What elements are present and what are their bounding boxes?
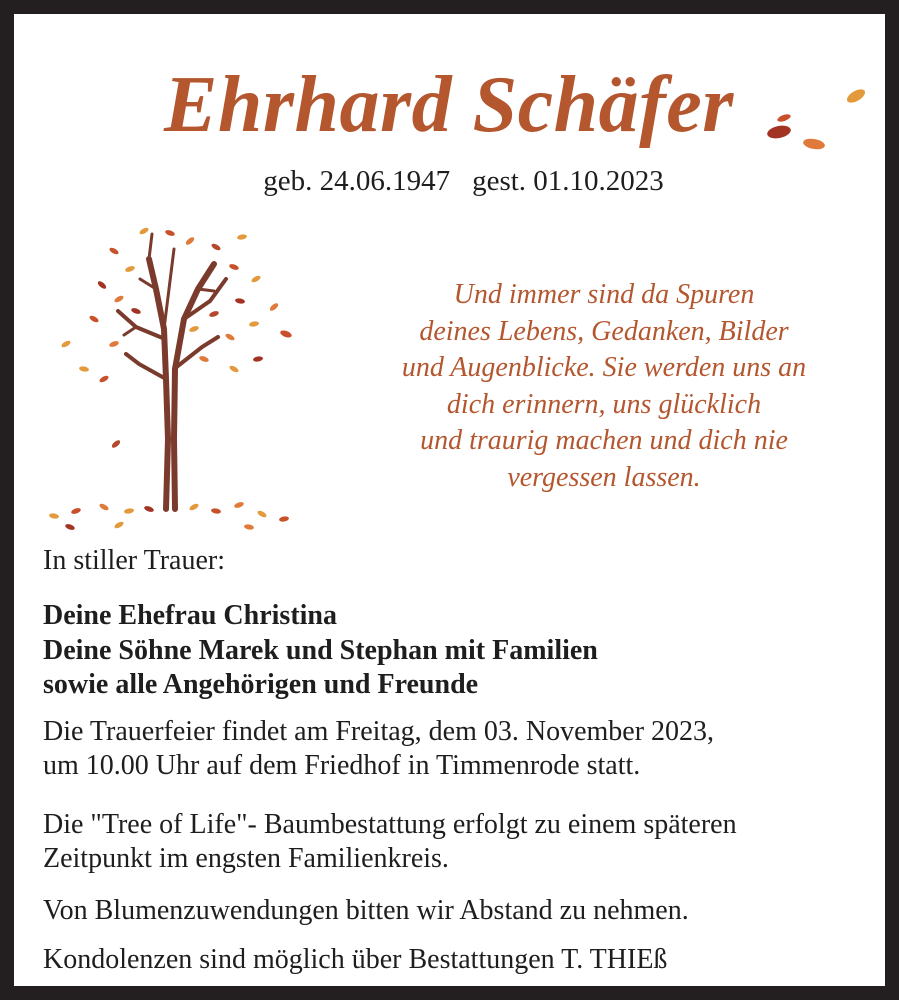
mourners-list xyxy=(43,599,598,703)
birth-date: geb. 24.06.1947 xyxy=(263,165,451,197)
life-dates xyxy=(14,164,899,198)
poem-line: dich erinnern, uns glücklich xyxy=(446,388,762,420)
mourner-line: Deine Ehefrau Christina xyxy=(43,600,337,631)
ceremony-info xyxy=(43,715,714,783)
burial-info xyxy=(43,808,737,876)
mourning-intro: In stiller Trauer: xyxy=(43,545,225,576)
poem-line: und traurig machen und dich nie xyxy=(420,425,788,456)
death-date: gest. 01.10.2023 xyxy=(472,165,664,197)
mourner-line: sowie alle Angehörigen und Freunde xyxy=(43,669,479,700)
autumn-tree-icon xyxy=(44,219,314,539)
deceased-name: Ehrhard Schäfer xyxy=(164,61,734,149)
condolences-note: Kondolenzen sind möglich über Bestattungen T. THIEß xyxy=(43,944,668,975)
poem-line: deines Lebens, Gedanken, Bilder xyxy=(419,315,789,347)
ceremony-line: um 10.00 Uhr auf dem Friedhof in Timmenrode statt. xyxy=(43,750,641,781)
flowers-note: Von Blumenzuwendungen bitten wir Abstand zu nehmen. xyxy=(43,895,689,926)
ceremony-line: Die Trauerfeier findet am Freitag, dem 03. November 2023, xyxy=(43,716,715,747)
mourner-line: Deine Söhne Marek und Stephan mit Familien xyxy=(43,634,598,666)
poem-line: vergessen lassen. xyxy=(507,461,701,493)
burial-line: Zeitpunkt im engsten Familienkreis. xyxy=(43,843,449,874)
memorial-poem xyxy=(359,277,849,496)
poem-line: Und immer sind da Spuren xyxy=(453,279,755,310)
burial-line: Die "Tree of Life"- Baumbestattung erfolgt zu einem späteren xyxy=(43,809,737,840)
falling-leaves-icon xyxy=(759,82,879,157)
poem-line: und Augenblicke. Sie werden uns an xyxy=(401,352,807,383)
